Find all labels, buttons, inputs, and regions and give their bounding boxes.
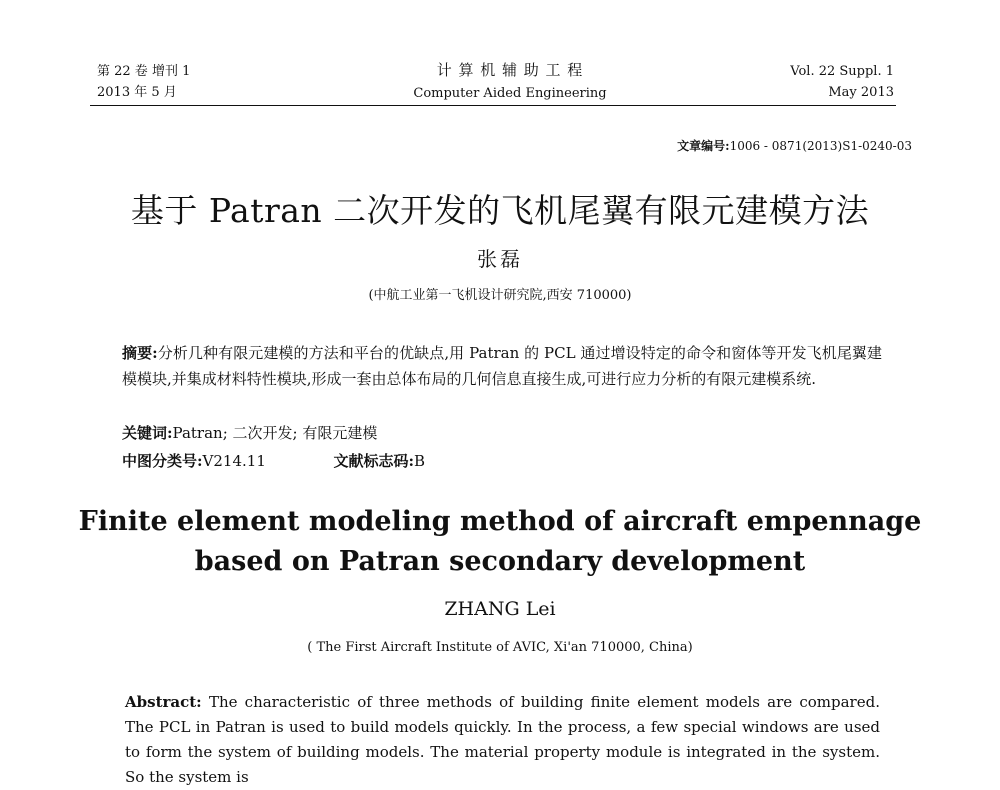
article-number-value: 1006 - 0871(2013)S1-0240-03 bbox=[729, 139, 912, 153]
header-journal-en: Computer Aided Engineering bbox=[413, 86, 607, 101]
cn-doc-code-label: 文献标志码: bbox=[333, 452, 414, 470]
cn-doc-code-value: B bbox=[413, 452, 426, 470]
cn-clc-label: 中图分类号: bbox=[122, 452, 203, 470]
cn-affiliation: (中航工业第一飞机设计研究院,西安 710000) bbox=[368, 288, 632, 303]
article-number-label: 文章编号: bbox=[677, 139, 730, 153]
en-author: ZHANG Lei bbox=[444, 598, 556, 620]
header-rule bbox=[90, 105, 896, 106]
cn-keywords bbox=[122, 420, 882, 446]
cn-title: 基于 Patran 二次开发的飞机尾翼有限元建模方法 bbox=[130, 191, 870, 230]
en-title-line1: Finite element modeling method of aircraft empennage bbox=[78, 506, 922, 537]
en-affiliation: ( The First Aircraft Institute of AVIC, Xi'an 710000, China) bbox=[307, 640, 693, 655]
en-abstract-label: Abstract: bbox=[125, 693, 202, 711]
en-abstract-text: The characteristic of three methods of building finite element models are compared. The PCL in Patran is used to build models quickly. In the process, a few special windows are used to form the system of building models. The material property module is integrated in the system. So the system is bbox=[125, 693, 880, 786]
cn-keywords-text: Patran; 二次开发; 有限元建模 bbox=[172, 424, 378, 442]
cn-abstract-label: 摘要: bbox=[122, 344, 158, 362]
header-journal-cn: 计 算 机 辅 助 工 程 bbox=[436, 61, 584, 79]
cn-author: 张磊 bbox=[477, 247, 523, 271]
cn-classification bbox=[122, 448, 882, 474]
article-number bbox=[677, 137, 912, 155]
header-volume: 第 22 卷 增刊 1 bbox=[97, 64, 191, 79]
cn-abstract-text: 分析几种有限元建模的方法和平台的优缺点,用 Patran 的 PCL 通过增设特定的命令和窗体等开发飞机尾翼建模模块,并集成材料特性模块,形成一套由总体布局的几何信息直接生成,可进行应力分析的有限元建模系统. bbox=[122, 344, 882, 388]
cn-keywords-label: 关键词: bbox=[122, 424, 173, 442]
cn-abstract bbox=[122, 340, 882, 392]
header-date-en: May 2013 bbox=[828, 85, 894, 100]
header-date: 2013 年 5 月 bbox=[97, 85, 177, 100]
en-abstract bbox=[125, 690, 880, 790]
header-volume-en: Vol. 22 Suppl. 1 bbox=[790, 64, 894, 79]
cn-clc-value: V214.11 bbox=[202, 452, 266, 470]
en-title-line2: based on Patran secondary development bbox=[194, 546, 806, 577]
